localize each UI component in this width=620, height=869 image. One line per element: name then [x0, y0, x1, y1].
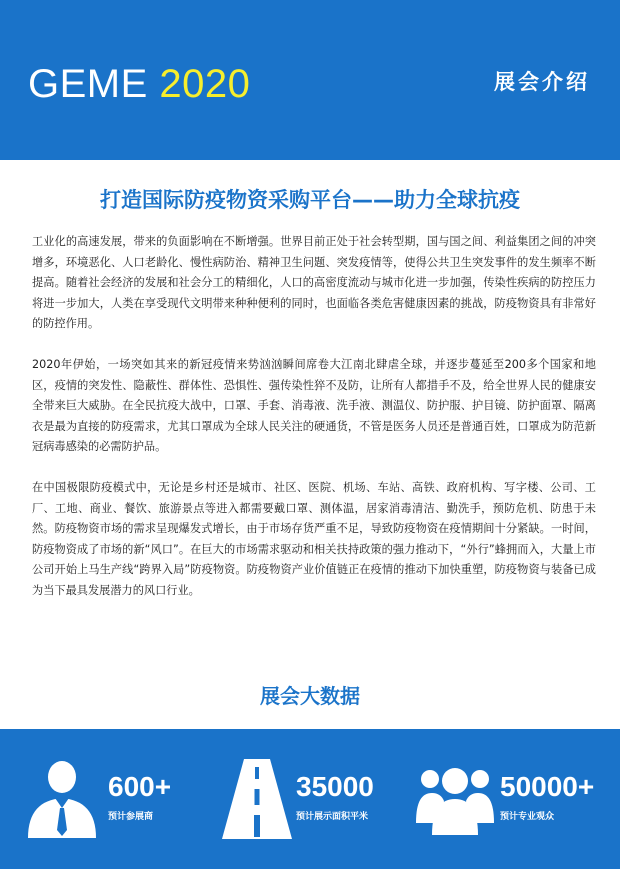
- paragraph-1: 工业化的高速发展，带来的负面影响在不断增强。世界目前正处于社会转型期，国与国之间、利益集团之间的冲突增多，环境恶化、人口老龄化、慢性病防治、精神卫生问题、突发疫情等，使得公共卫生突发事件的发生频率不断提高。随着社会经济的发展和社会分工的精细化，人口的高密度流动与城市化进一步加强，传染性疾病的防控压力将进一步加大，人类在享受现代文明带来种种便利的同时，也面临各类危害健康因素的挑战，防疫物资具有非常好的防控作用。: [32, 235, 596, 331]
- header-banner: [0, 0, 620, 160]
- stats-title: 展会大数据: [260, 684, 360, 708]
- stat-value: 35000: [296, 771, 374, 802]
- exhibition-area-road-icon: [222, 759, 292, 839]
- page-headline: 打造国际防疫物资采购平台——助力全球抗疫: [100, 188, 520, 212]
- stat-caption: 预计展示面积平米: [296, 812, 369, 822]
- event-brand: [28, 62, 250, 107]
- paragraph-2: 2020年伊始，一场突如其来的新冠疫情来势汹汹瞬间席卷大江南北肆虐全球，并逐步蔓延至200多个国家和地区，疫情的突发性、隐蔽性、群体性、恐惧性、强传染性猝不及防，让所有人都措手不及，给全世界人民的健康安全带来巨大威胁。在全民抗疫大战中，口罩、手套、消毒液、洗手液、测温仪、防护服、护目镜、防护面罩、隔离衣是最为直接的防疫需求，尤其口罩成为全球人民关注的硬通货，不管是医务人员还是普通百姓，口罩成为防范新冠病毒感染的必需防护品。: [32, 357, 596, 454]
- stat-audience: [410, 729, 620, 869]
- intro-body: [32, 232, 596, 622]
- brand-year: 2020: [159, 62, 251, 106]
- exhibitor-person-icon: [26, 760, 98, 838]
- stat-area: [210, 729, 410, 869]
- stat-value: 50000+: [500, 771, 595, 802]
- brand-name: GEME: [28, 62, 148, 106]
- stat-value: 600+: [108, 771, 172, 802]
- section-title: 展会介绍: [494, 70, 590, 94]
- stats-band: [0, 729, 620, 869]
- paragraph-3: 在中国极限防疫模式中，无论是乡村还是城市、社区、医院、机场、车站、高铁、政府机构、写字楼、公司、工厂、工地、商业、餐饮、旅游景点等进入都需要戴口罩、测体温，居家消毒清洁、勤洗手，预防危机、防患于未然。防疫物资市场的需求呈现爆发式增长，由于市场存货严重不足，导致防疫物资在疫情期间十分紧缺。一时间，防疫物资成了市场的新“风口”。在巨大的市场需求驱动和相关扶持政策的强力推动下，“外行”蜂拥而入，大量上市公司开始上马生产线“跨界入局”防疫物资。防疫物资产业价值链正在疫情的推动下加快重塑，防疫物资与装备已成为当下最具发展潜力的风口行业。: [32, 480, 596, 597]
- stat-exhibitors: [0, 729, 210, 869]
- audience-group-icon: [416, 763, 494, 835]
- stat-caption: 预计专业观众: [500, 812, 555, 822]
- stat-caption: 预计参展商: [108, 812, 154, 822]
